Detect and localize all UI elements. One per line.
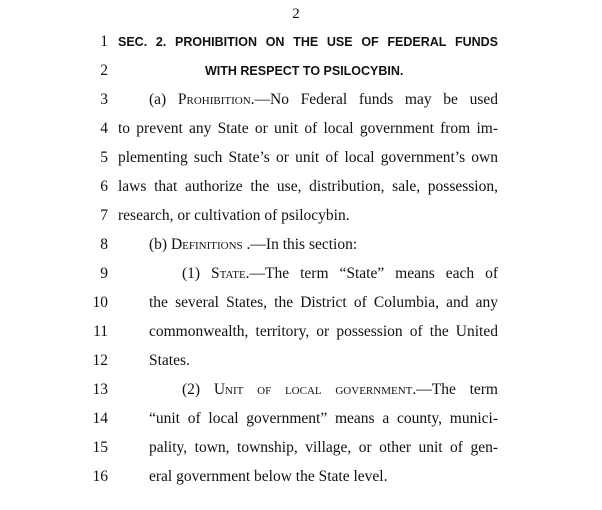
line-number: 5 [100,149,108,166]
line-number: 12 [92,352,108,369]
enumerator: (1) [182,265,212,282]
line-text: the several States, the District of Columbia, and any [149,294,498,311]
line-number: 8 [100,236,108,253]
line-number: 9 [100,265,108,282]
line-number: 13 [92,381,108,398]
line-text: —No Federal funds may be used [254,91,499,108]
line-text: to prevent any State or unit of local government from im- [118,120,498,137]
bill-line [0,378,602,402]
line-text: research, or cultivation of psilocybin. [118,207,350,224]
bill-line [0,204,602,228]
bill-line [0,146,602,170]
enumerator: (2) [182,381,214,398]
bill-line [0,88,602,112]
line-number: 10 [92,294,108,311]
line-text: —The term “State” means each of [249,265,499,282]
page-number: 2 [292,6,300,22]
bill-line [0,291,602,315]
bill-line [0,175,602,199]
line-number: 15 [92,439,108,456]
paragraph-term: State. [211,265,250,282]
line-number: 16 [92,468,108,485]
subsection-b-first-line [149,233,357,257]
subsection-a-first-line [149,88,498,112]
bill-line [0,465,602,489]
line-number: 3 [100,91,108,108]
line-text: States. [149,352,190,369]
line-text: commonwealth, territory, or possession of the United [149,323,498,340]
paragraph-1-first-line [182,262,498,286]
line-text: plementing such State’s or unit of local government’s own [118,149,498,166]
line-number: 6 [100,178,108,195]
enumerator: (a) [149,91,178,108]
line-text: “unit of local government” means a county, munici- [149,410,498,427]
subsection-term: Prohibition. [177,91,255,108]
line-number: 7 [100,207,108,224]
bill-line [0,233,602,257]
line-text: pality, town, township, village, or other unit of gen- [149,439,498,456]
bill-line [0,349,602,373]
subsection-term: Definitions [170,236,243,253]
bill-line [0,117,602,141]
line-number: 11 [93,323,108,340]
bill-line [0,407,602,431]
line-number: 1 [100,33,108,50]
paragraph-2-first-line [182,378,498,402]
line-text: eral government below the State level. [149,468,388,485]
enumerator: (b) [149,236,171,253]
section-heading-continued: WITH RESPECT TO PSILOCYBIN. [205,64,404,78]
bill-line [0,320,602,344]
line-number: 4 [100,120,108,137]
line-number: 14 [92,410,108,427]
bill-line [0,59,602,83]
bill-line [0,30,602,54]
bill-line [0,436,602,460]
section-heading: SEC. 2. PROHIBITION ON THE USE OF FEDERAL FUNDS [118,35,498,49]
line-text: laws that authorize the use, distribution, sale, possession, [118,178,498,195]
bill-line [0,262,602,286]
line-text: .—In this section: [242,236,358,253]
paragraph-term: Unit of local government. [213,381,417,398]
line-text: —The term [416,381,498,398]
line-number: 2 [100,62,108,79]
